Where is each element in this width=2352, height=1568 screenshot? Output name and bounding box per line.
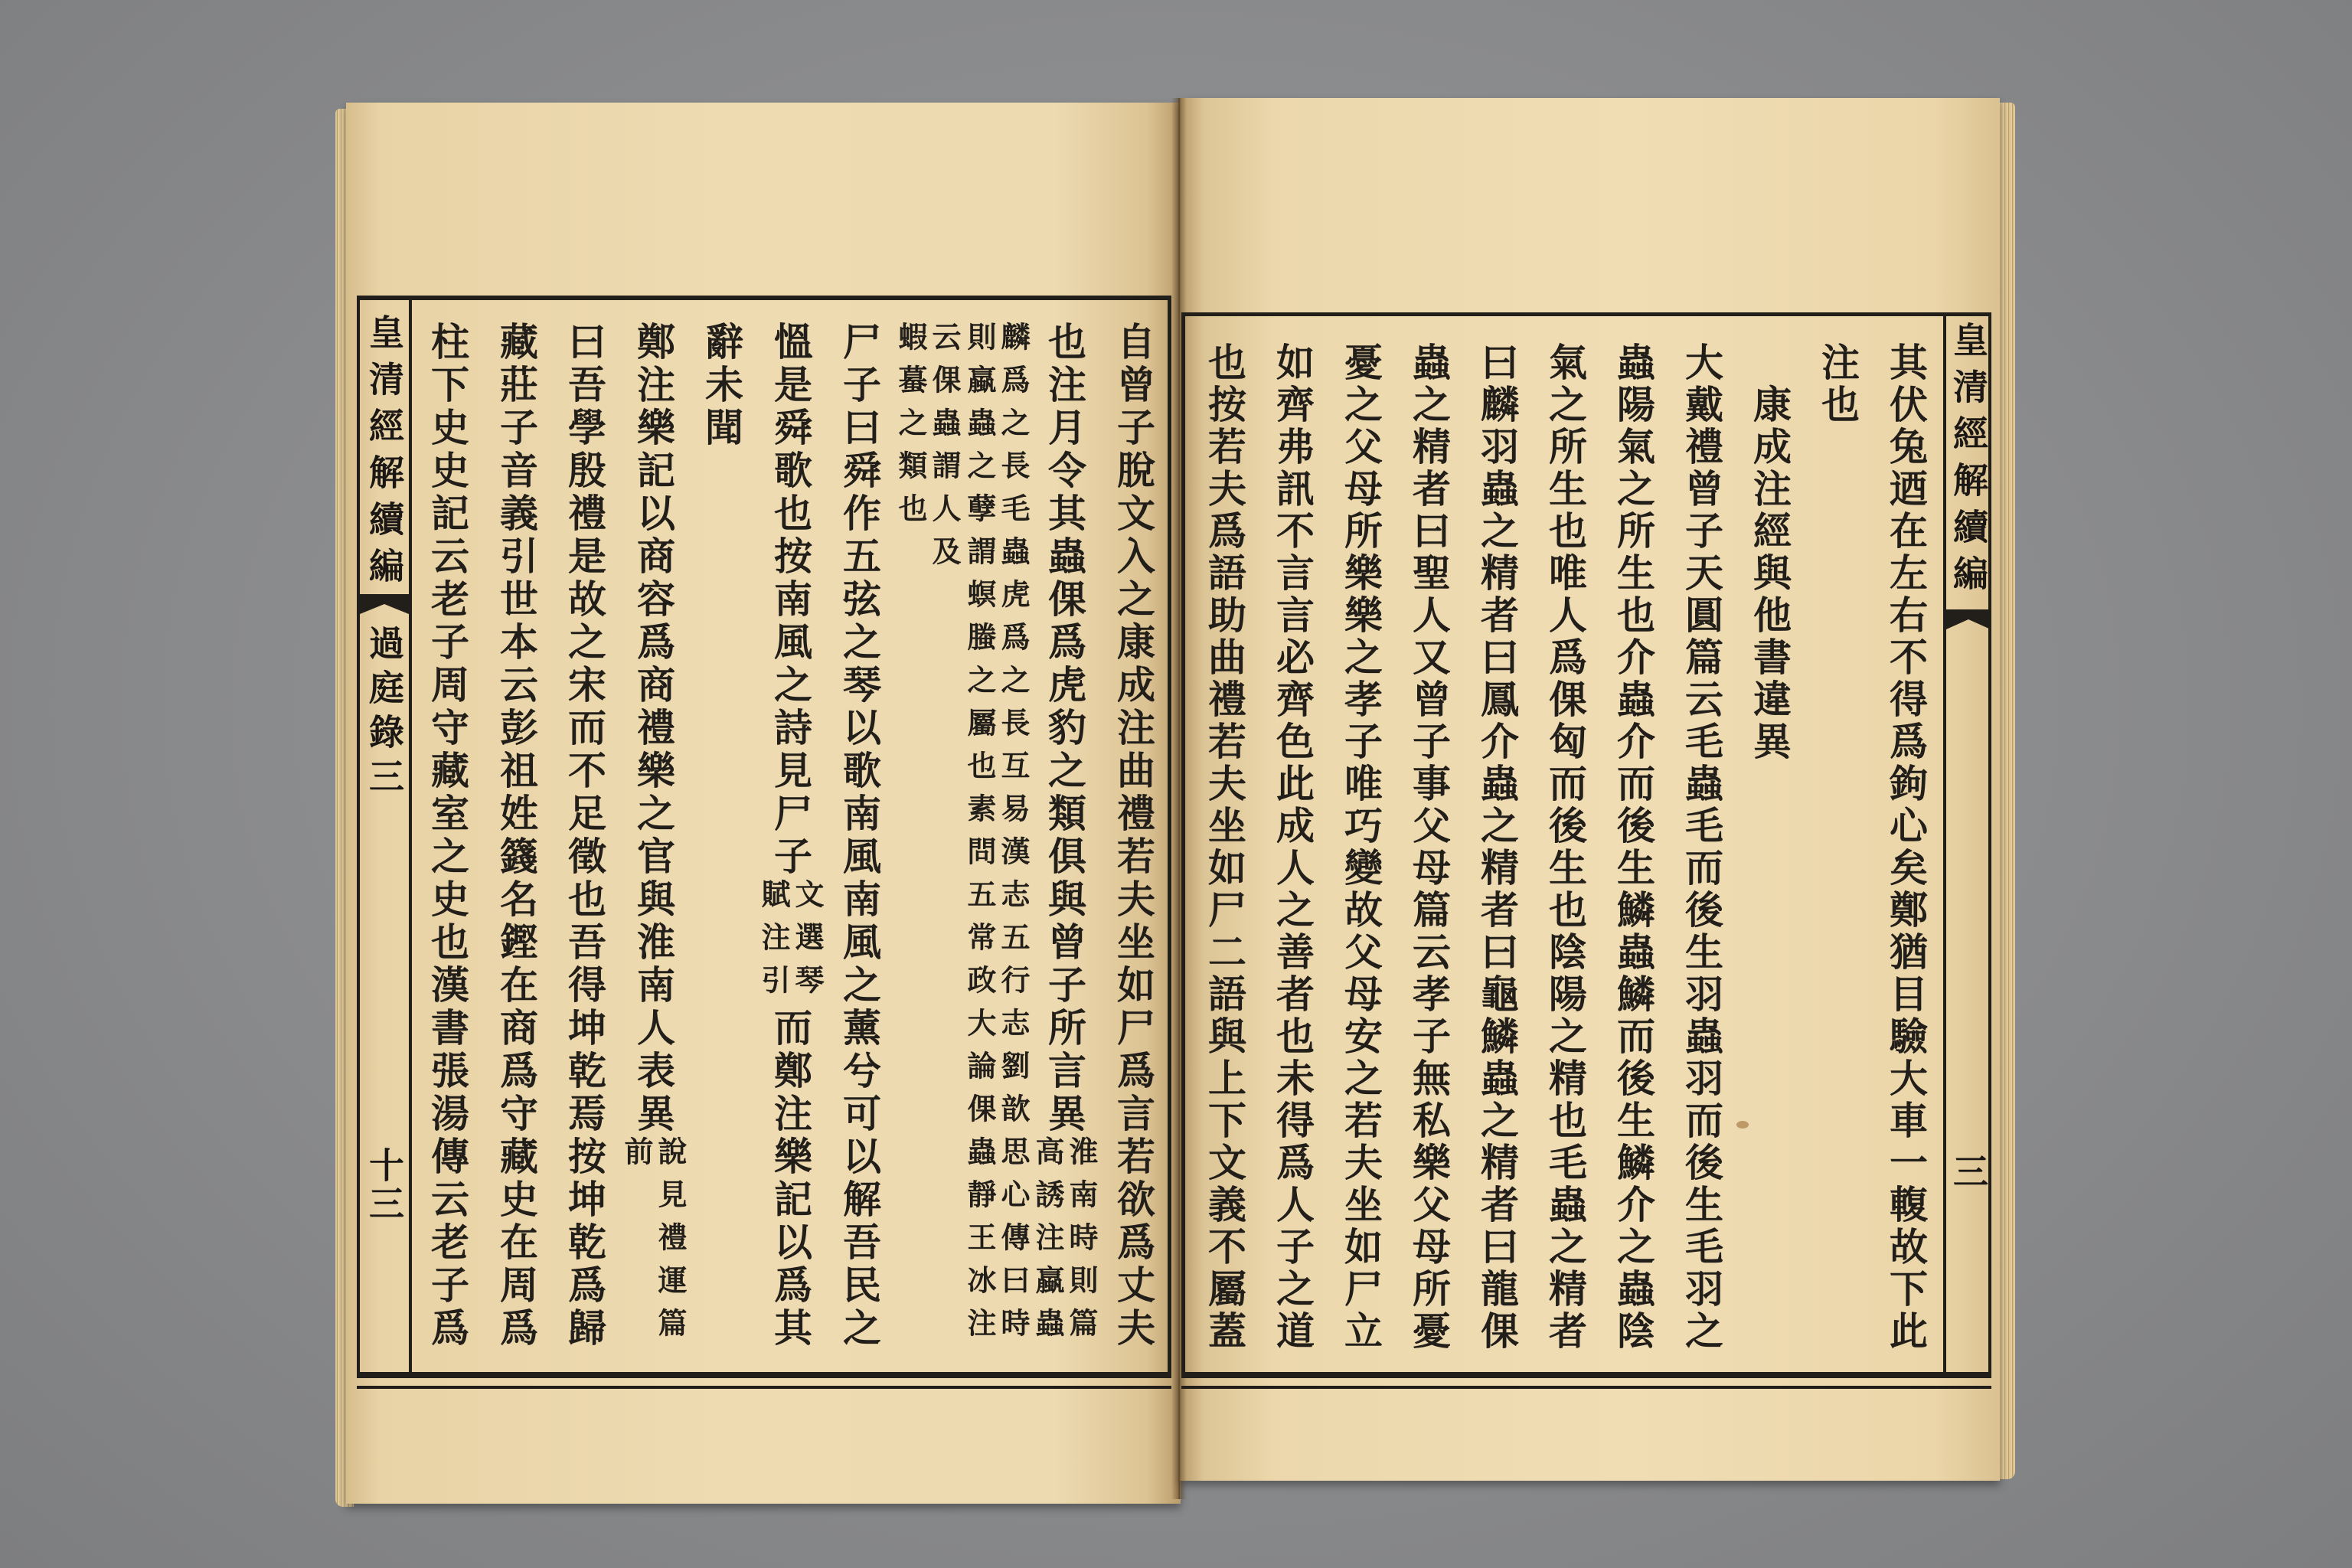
text-column <box>1327 342 1394 1353</box>
text-column <box>619 322 687 1351</box>
annotation-right-line: 淮南時則篇 <box>1064 1136 1099 1351</box>
column-text: 蟲之精者曰聖人又曾子事父母篇云孝子無私樂父母所憂 <box>1406 342 1452 1353</box>
right-block-heart-title: 皇清經解續編 <box>1948 322 1989 602</box>
annotation-left-line: 賦注引 <box>756 879 791 1008</box>
text-column <box>1531 342 1599 1353</box>
left-block-heart-section: 過庭錄三 <box>364 625 405 802</box>
annotation-left-line: 則蠃蟲之孽謂螟螣之屬也素問五常政大論倮蟲靜王冰注 <box>962 322 997 1351</box>
left-folio-number: 十三 <box>364 1147 405 1223</box>
column-text: 曰吾學殷禮是故之宋而不足徵也吾得坤乾焉按坤乾爲歸 <box>562 322 607 1351</box>
column-text: 自曾子脫文入之康成注曲禮若夫坐如尸爲言若欲爲丈夫 <box>1111 322 1156 1351</box>
annotation-right-line: 說見禮運篇 <box>653 1136 688 1351</box>
double-line-annotation <box>893 322 961 579</box>
right-block-heart-rule <box>1943 312 1946 1378</box>
left-block-heart-rule <box>409 296 412 1378</box>
text-column <box>756 322 824 1351</box>
column-text: 如齊弗訊不言言必齊色此成人之善者也未得爲人子之道 <box>1270 342 1315 1353</box>
column-text: 其伏兔迺在左右不得爲鉤心矣鄭猶目驗大車一輹故下此 <box>1883 342 1929 1353</box>
text-column <box>550 322 618 1351</box>
column-text: 也按若夫爲語助曲禮若夫坐如尸二語與上下文義不屬蓋 <box>1202 342 1247 1353</box>
column-text: 蟲陽氣之所生也介蟲介而後生鱗蟲鱗而後生鱗介之蟲陰 <box>1611 342 1656 1353</box>
column-text: 慍是舜歌也按南風之詩見尸子 <box>768 322 813 879</box>
annotation-column <box>893 322 961 579</box>
text-column <box>1099 322 1167 1351</box>
column-text: 辭未聞 <box>699 322 744 450</box>
column-text-continued: 而鄭注樂記以爲其 <box>768 1008 813 1351</box>
text-column <box>1191 342 1258 1353</box>
left-bottom-double-rule <box>357 1386 1171 1389</box>
annotation-right-line: 麟爲之長毛蟲虎爲之長互易漢志五行志劉歆思心傳曰時 <box>996 322 1031 1351</box>
annotation-left-line: 高誘注蠃蟲 <box>1031 1136 1065 1351</box>
annotation-column <box>962 322 1030 1351</box>
annotation-right-line: 文選琴 <box>790 879 825 1008</box>
text-column <box>1599 342 1667 1353</box>
text-column <box>1031 322 1098 1351</box>
text-column <box>1872 342 1939 1353</box>
column-text: 注也 <box>1815 342 1860 426</box>
column-text: 尸子曰舜作五弦之琴以歌南風南風之薰兮可以解吾民之 <box>837 322 882 1351</box>
text-column <box>1804 342 1871 426</box>
column-text: 藏莊子音義引世本云彭祖姓籛名鏗在商爲守藏史在周爲 <box>494 322 539 1351</box>
column-text: 氣之所生也唯人爲倮匈而後生也陰陽之精也毛蟲之精者 <box>1543 342 1588 1353</box>
text-column <box>482 322 550 1351</box>
text-column <box>1463 342 1530 1353</box>
annotation-left-line: 蝦蟇之類也 <box>893 322 928 536</box>
column-text: 憂之父母所樂樂之孝子唯巧變故父母安之若夫坐如尸立 <box>1338 342 1383 1353</box>
right-folio-number: 三 <box>1948 1153 1989 1200</box>
double-line-annotation <box>619 1136 687 1351</box>
section-heading-column <box>1736 342 1803 763</box>
column-text: 柱下史史記云老子周守藏室之史也漢書張湯傳云老子爲 <box>425 322 470 1351</box>
annotation-right-line: 云倮蟲謂人及 <box>927 322 962 579</box>
section-heading: 康成注經與他書違異 <box>1747 384 1792 763</box>
text-column <box>1259 342 1326 1353</box>
annotation-left-line: 前 <box>619 1136 654 1179</box>
left-block-heart-title: 皇清經解續編 <box>364 314 405 594</box>
text-column <box>413 322 481 1351</box>
double-line-annotation <box>756 879 824 1008</box>
text-column <box>688 322 755 450</box>
text-column <box>1668 342 1735 1353</box>
column-text: 大戴禮曾子天圓篇云毛蟲毛而後生羽蟲羽而後生毛羽之 <box>1679 342 1724 1353</box>
double-line-annotation <box>962 322 1030 1351</box>
text-column <box>825 322 893 1351</box>
column-text: 曰麟羽蟲之精者曰鳳介蟲之精者曰龜鱗蟲之精者曰龍倮 <box>1475 342 1520 1353</box>
text-column <box>1395 342 1462 1353</box>
double-line-annotation <box>1031 1136 1098 1351</box>
column-text: 鄭注樂記以商容爲商禮樂之官與淮南人表異 <box>631 322 676 1136</box>
right-bottom-double-rule <box>1181 1386 1991 1389</box>
column-text: 也注月令其蟲倮爲虎豹之類俱與曾子所言異 <box>1042 322 1087 1136</box>
